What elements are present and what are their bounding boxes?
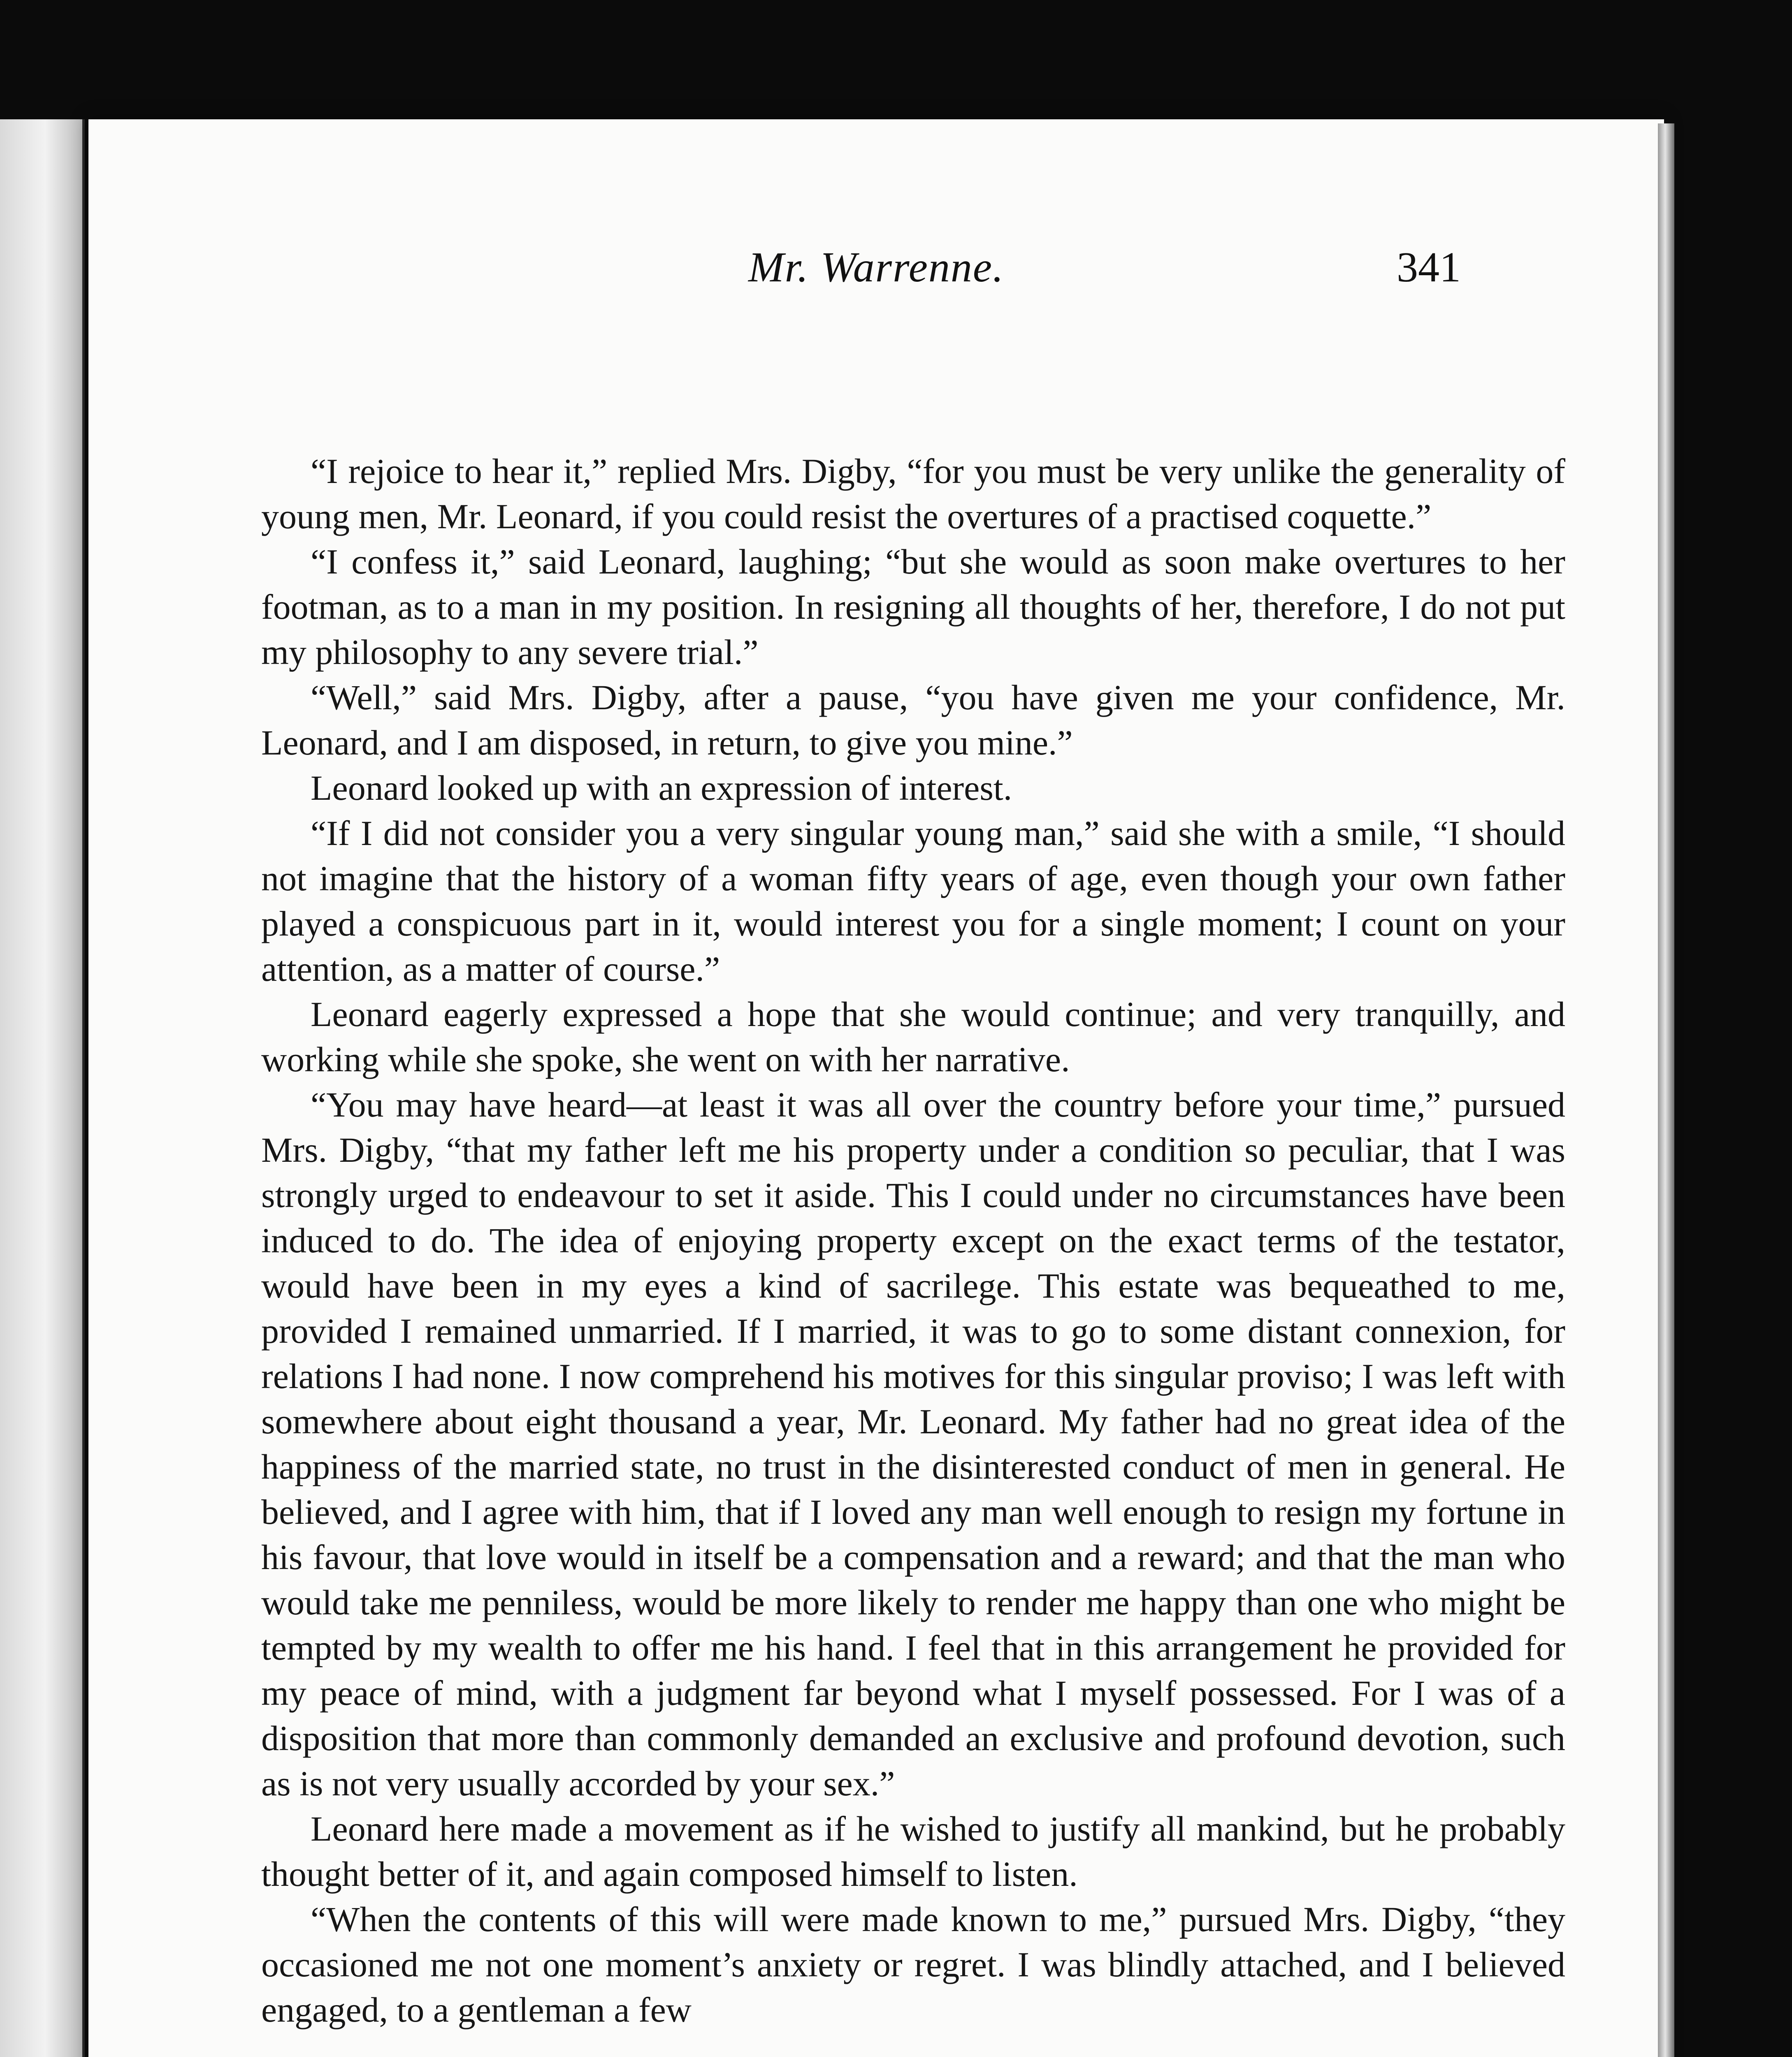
paragraph: “If I did not consider you a very singular young man,” said she with a smile, “I should not imagine that the history of a woman fifty years of age, even though your own father played a conspicuous part in it, would interest you for a single moment; I count on your attention, as a matter of course.” [261,813,1565,989]
paragraph: Leonard here made a movement as if he wished to justify all mankind, but he probably thought better of it, and again composed himself to listen. [261,1809,1565,1894]
paragraph: “You may have heard—at least it was all over the country before your time,” pursued Mrs. Digby, “that my father left me his property under a condition so peculiar, that I was strongly urged to endeavour to set it aside. This I could under no circumstances have been induced to do. The idea of enjoying property except on the exact terms of the testator, would have been in my eyes a kind of sacrilege. This estate was bequeathed to me, provided I remained unmarried. If I married, it was to go to some distant connexion, for relations I had none. I now comprehend his motives for this singular proviso; I was left with somewhere about eight thousand a year, Mr. Leonard. My father had no great idea of the happiness of the married state, no trust in the disinterested conduct of men in general. He believed, and I agree with him, that if I loved any man well enough to resign my fortune in his favour, that love would in itself be a compensation and a reward; and that the man who would take me penniless, would be more likely to render me happy than one who might be tempted by my wealth to offer me his hand. I feel that in this arrangement he provided for my peace of mind, with a judgment far beyond what I myself possessed. For I was of a disposition that more than commonly demanded an exclusive and profound devotion, such as is not very usually accorded by your sex.” [261,1085,1565,1803]
paragraph: “Well,” said Mrs. Digby, after a pause, “you have given me your confidence, Mr. Leonard, and I am disposed, in return, to give you mine.” [261,678,1565,762]
facing-page-edge [0,119,85,2057]
paragraph: Leonard eagerly expressed a hope that she would continue; and very tranquilly, and working while she spoke, she went on with her narrative. [261,994,1565,1079]
page-edge [1658,123,1674,2057]
running-title: Mr. Warrenne. [748,244,1005,291]
body-text [261,448,1565,2032]
paragraph: “I confess it,” said Leonard, laughing; “but she would as soon make overtures to her footman, as to a man in my position. In resigning all thoughts of her, therefore, I do not put my philosophy to any severe trial.” [261,542,1565,672]
running-head [88,243,1664,325]
page-number: 341 [1397,244,1461,291]
paragraph: “When the contents of this will were made known to me,” pursued Mrs. Digby, “they occasioned me not one moment’s anxiety or regret. I was blindly attached, and I believed engaged, to a gentleman a few [261,1899,1565,2029]
paragraph: Leonard looked up with an expression of interest. [311,768,1012,808]
paragraph: “I rejoice to hear it,” replied Mrs. Digby, “for you must be very unlike the generality of young men, Mr. Leonard, if you could resist the overtures of a practised coquette.” [261,451,1565,536]
book-page [88,119,1664,2057]
